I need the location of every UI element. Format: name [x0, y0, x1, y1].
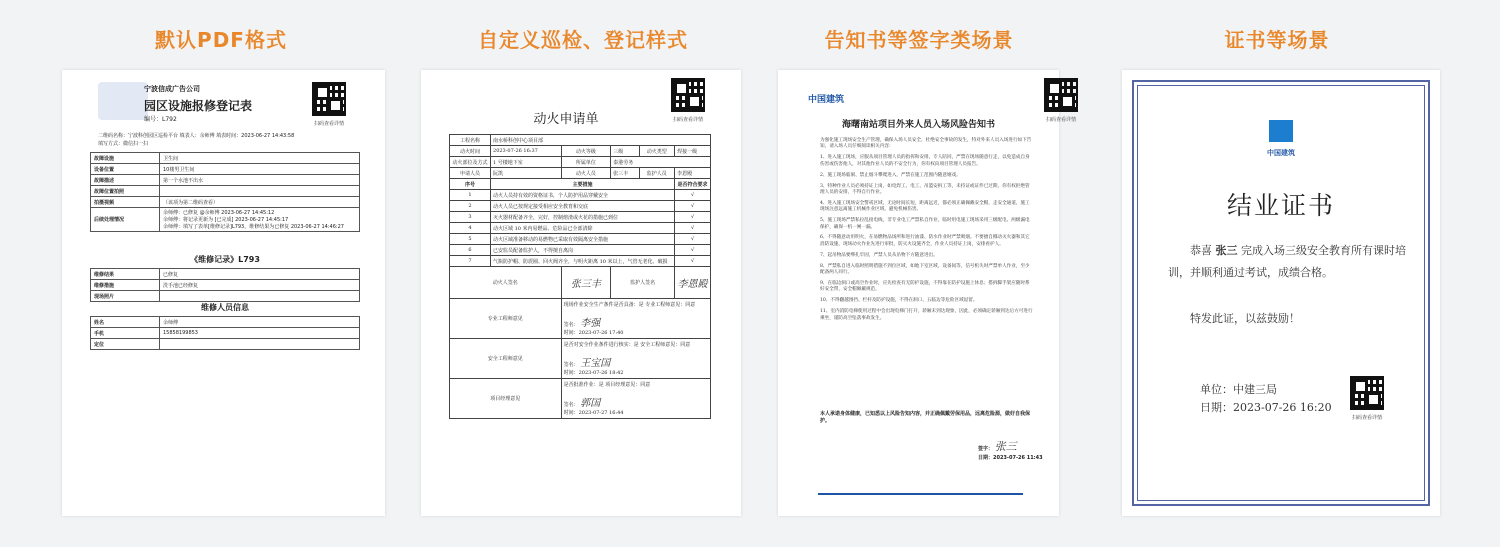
table-row: 故障位置拍照	[91, 186, 360, 197]
handwritten-signature: 张三	[994, 440, 1017, 453]
table-row: 故障设施 卫生间	[91, 153, 360, 164]
table-row: 动火部位及方式 1 号楼地下室 所属单位 泰港劳务	[450, 157, 711, 168]
table-row: 维修结果 已修复	[91, 269, 360, 280]
table-row: 设备位置 10楼男卫生间	[91, 164, 360, 175]
card-default-pdf	[62, 70, 385, 516]
section-repair-record: 《维修记录》L793	[190, 255, 260, 264]
table-row: 动火人签名 张三丰 监护人签名 李恩殿	[450, 267, 711, 299]
notice-title: 海曙南站项目外来人员入场风险告知书	[841, 120, 995, 130]
table-row: 工程名称 南水桥科创中心项目部	[450, 135, 711, 146]
heading-custom-inspection: 自定义巡检、登记样式	[478, 28, 688, 52]
brand-logo: 中国建筑	[808, 95, 845, 105]
certificate-title: 结业证书	[1226, 191, 1335, 220]
table-row: 3 灭火器材配备齐全，完好，控制熔渣或火花的措施已到位 √	[450, 212, 711, 223]
safety-signature: 王宝国	[580, 358, 611, 369]
qr-code-icon	[1350, 376, 1384, 410]
table-row: 故障描述 第一个水池不出水	[91, 175, 360, 186]
signature-block: 签字： 张三 日期：2023-07-26 11:43	[978, 440, 1043, 461]
table-row: 定位	[91, 339, 360, 350]
certificate-unit: 单位：中建三局	[1200, 383, 1277, 396]
section-repairer-info: 维修人员信息	[201, 303, 249, 312]
table-row: 后续处理情况 余师傅：已修复 @余师傅 2023-06-27 14:45:12 余师傅：将记录更新为 [已完成] 2023-06-27 14:45:17 余师傅：填写了表单[维修记录]L793，维修结果为已修复 2023-06-27 14:46:27	[91, 208, 360, 232]
table-row: 4 动火区域 10 米内易燃品、危险品已全部清除 √	[450, 223, 711, 234]
table-row: 现场照片	[91, 291, 360, 302]
qr-caption: 扫码查看详情	[313, 121, 344, 127]
form-meta: 二维码名称：宁波科创园区巡检平台 填表人：余师傅 填表时间：2023-06-27 14:43:58	[98, 133, 295, 139]
table-row: 申请人员 阮凯 动火人员 张三丰 监护人员 李恩殿	[450, 168, 711, 179]
table-row: 手机 15858199853	[91, 328, 360, 339]
table-row: 动火时间 2023-07-26 16:37 动火等级 三级 动火类型 焊接一级	[450, 146, 711, 157]
fault-table	[90, 152, 360, 232]
brand-name: 中国建筑	[1267, 149, 1295, 157]
heading-default-pdf: 默认PDF格式	[155, 28, 287, 52]
qr-code-icon	[1044, 78, 1078, 112]
table-row: 姓名 余师傅	[91, 317, 360, 328]
company-name: 宁波信成广告公司	[144, 85, 200, 93]
certificate-date: 日期：2023-07-26 16:20	[1200, 401, 1332, 414]
certificate-closing: 特发此证，以兹鼓励！	[1190, 312, 1300, 325]
table-row: 拍摄视频 （该项为第二维码查看）	[91, 197, 360, 208]
qr-caption: 扫码查看详情	[1351, 415, 1382, 421]
table-row: 6 已安监员配备监护人，不得擅自离岗 √	[450, 245, 711, 256]
fire-permit-table	[449, 134, 711, 419]
qr-caption: 扫码查看详情	[1045, 117, 1076, 123]
qr-code-icon	[312, 82, 346, 116]
table-row: 1 动火人员持有效的资格证书，个人防护用品穿戴安全 √	[450, 190, 711, 201]
heading-sign-notice: 告知书等签字类场景	[824, 28, 1014, 52]
table-row: 维修措施 洗手池已经修复	[91, 280, 360, 291]
recipient-name: 张三	[1215, 244, 1238, 257]
table-row: 5 动火区域准备移动的易燃物已采取有效隔离安全措施 √	[450, 234, 711, 245]
form-number: 编号：L792	[144, 116, 177, 123]
qr-code-icon	[671, 78, 705, 112]
card-risk-notice	[778, 70, 1076, 516]
certificate-body: 恭喜 张三 完成入场三级安全教育所有课时培训，并顺利通过考试，成绩合格。	[1168, 244, 1406, 279]
heading-certificate: 证书等场景	[1224, 28, 1330, 52]
card-certificate	[1122, 70, 1440, 516]
table-row: 2 动火人员已按规定接受相应安全教育和交底 √	[450, 201, 711, 212]
footer-divider	[818, 493, 1023, 495]
table-row: 安全工程师意见 是否对安全作业条件进行核实：是 安全工程师意见：同意 签名： 王宝国 时间：2023-07-26 18:42	[450, 339, 711, 379]
manager-signature: 郭国	[580, 398, 601, 409]
form-method: 填写方式：微信扫一扫	[98, 141, 149, 147]
repairer-table	[90, 316, 360, 350]
table-header: 序号 主要措施 是否符合要求	[450, 179, 711, 190]
guard-signature: 李恩殿	[675, 267, 711, 299]
company-logo	[98, 82, 148, 120]
form-title: 园区设施报修登记表	[144, 99, 253, 113]
brand-emblem-icon	[1269, 120, 1293, 142]
engineer-signature: 李强	[580, 318, 601, 329]
qr-caption: 扫码查看详情	[672, 117, 703, 123]
repair-table	[90, 268, 360, 302]
notice-commitment: 本人承诺身体健康，已知悉以上风险告知内容，并正确佩戴劳保用品，远离危险源，做好自我保护。	[820, 411, 1031, 424]
table-row: 专业工程师意见 现场作业安全生产条件是否具备：是 专业工程师意见：同意 签名： 李强 时间：2023-07-26 17:40	[450, 299, 711, 339]
table-row: 项目经理意见 是否批准作业：是 项目经理意见：同意 签名： 郭国 时间：2023-07-27 16:44	[450, 379, 711, 419]
fire-signature: 张三丰	[561, 267, 611, 299]
notice-body: 为强化施工现场安全生产管理，确保入场人员安全，杜绝安全事故的发生，特对外来人员入场进行如下告知，请入场人员仔细阅读相关内容： 1、进入施工现场，应服从项目管理人员的指挥和安排，专人陪同，严禁在现场随意行走，以免造成自身伤害或伤害他人，对其他作业人员的不安全行为，你有权向项目管理人员报告。 2、施工现场临洞、禁止烟斗攀爬进入，严禁在施工范围内随意嬉戏。 3、特种作业人员必须持证上岗，如电焊工、电工、吊篮安拆工等，未持证或证件已过期，你有权拒绝管理人员的安排，不得自行作业。 4、进入施工现场安全警戒区域，无论时间长短，距离远近，都必须正确佩戴安全帽，走安全通道，施工现场注意远离施工机械作业区域，避免机械伤害。 5、施工现场严禁私拉乱接电线，非专业电工严禁私自作业，临时用电施工现场采用三级配电、两级漏电保护，确保一机一闸一漏。 6、不得随意动用明火，在易燃物品场所和进行油漆、防水作业时严禁吸烟。不要擅自挪动灭火器和其它消防设施，现场动火作业先进行审批，防灭火设施齐全，作业人员持证上岗，安排看护人。 7、起吊物品要绑扎牢固，严禁人员从吊物下方随意进出。 8、严禁私自进入临时照明措施不到位区域，如地下室区域，设备间等，信号机失时严禁单人作业，至少配备两人同行。 9、在临边洞口或高空作业时，应先检查有无防护设施，不得靠在防护设施上休息；搭拆脚手架应随时系好安全带，安全帽佩戴规范。 10、不得翻越围挡、栏杆及防护设施，不得在洞口、五临边等危险区域逗留。 11、室内消防电梯使用过程中会出现电梯门打开，轿厢未到达现象，因此，必须确定轿厢到达后方可进行乘坐，谨防高空坠落事故发生。	[820, 138, 1033, 321]
table-row: 7 气瓶防护帽、防震圈、回火阀齐全，与明火距离 10 米以上，气管无老化、破损 √	[450, 256, 711, 267]
form-title: 动火申请单	[533, 112, 599, 127]
card-fire-permit	[421, 70, 741, 516]
